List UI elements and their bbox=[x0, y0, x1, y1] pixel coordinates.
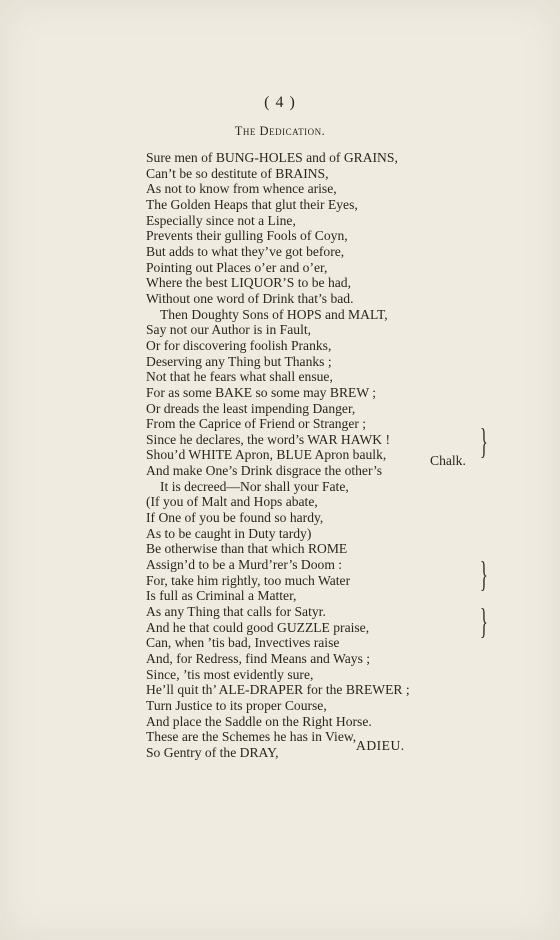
poem-line: And he that could good GUZZLE praise, bbox=[146, 619, 370, 635]
poem-line: Sure men of BUNG-HOLES and of GRAINS, bbox=[146, 150, 398, 165]
poem-line: Assign’d to be a Murd’rer’s Doom : bbox=[146, 557, 343, 573]
poem-line: Pointing out Places o’er and o’er, bbox=[146, 259, 328, 275]
poem-line: Especially since not a Line, bbox=[146, 212, 296, 228]
poem-line: Deserving any Thing but Thanks ; bbox=[146, 353, 332, 369]
poem-line: As to be caught in Duty tardy) bbox=[146, 525, 312, 541]
poem-line: These are the Schemes he has in View, bbox=[146, 729, 357, 745]
poem-line: Be otherwise than that which ROME bbox=[146, 541, 348, 557]
poem-line: Since he declares, the word’s WAR HAWK ! bbox=[146, 431, 391, 447]
right-brace-icon: } bbox=[480, 554, 488, 594]
poem-line: For as some BAKE so some may BREW ; bbox=[146, 384, 377, 400]
poem-line: As not to know from whence arise, bbox=[146, 181, 337, 197]
closing-adieu: ADIEU. bbox=[356, 738, 405, 753]
poem-line: Since, ’tis most evidently sure, bbox=[146, 666, 314, 682]
poem-line: He’ll quit th’ ALE-DRAPER for the BREWER ; bbox=[146, 682, 410, 698]
poem-line: Where the best LIQUOR’S to be had, bbox=[146, 275, 351, 291]
page-number: ( 4 ) bbox=[264, 94, 296, 111]
poem-line: Without one word of Drink that’s bad. bbox=[146, 290, 354, 306]
poem-line: Can’t be so destitute of BRAINS, bbox=[146, 165, 329, 181]
poem-line: Or dreads the least impending Danger, bbox=[146, 400, 356, 416]
poem-line: And make One’s Drink disgrace the other’s bbox=[146, 463, 383, 479]
poem-line: The Golden Heaps that glut their Eyes, bbox=[146, 196, 358, 212]
poem-line: But adds to what they’ve got before, bbox=[146, 243, 345, 259]
poem-line: Say not our Author is in Fault, bbox=[146, 322, 312, 338]
right-brace-icon: } bbox=[480, 601, 488, 641]
poem-line: If One of you be found so hardy, bbox=[146, 510, 324, 526]
poem-line: It is decreed—Nor shall your Fate, bbox=[160, 478, 349, 494]
chalk-word: Chalk. bbox=[430, 453, 466, 468]
poem-line: Not that he fears what shall ensue, bbox=[146, 369, 333, 385]
poem-line: (If you of Malt and Hops abate, bbox=[146, 494, 318, 510]
poem-line: For, take him rightly, too much Water bbox=[146, 572, 351, 588]
right-brace-icon: } bbox=[480, 421, 488, 461]
poem-line: And, for Redress, find Means and Ways ; bbox=[146, 651, 371, 666]
poem-line: And place the Saddle on the Right Horse. bbox=[146, 713, 372, 729]
poem-line: Shou’d WHITE Apron, BLUE Apron baulk, bbox=[146, 447, 387, 463]
page-title: The Dedication. bbox=[234, 124, 326, 138]
poem-line: From the Caprice of Friend or Stranger ; bbox=[146, 416, 367, 432]
poem-line: As any Thing that calls for Satyr. bbox=[146, 604, 326, 620]
poem-line: Then Doughty Sons of HOPS and MALT, bbox=[160, 306, 388, 322]
poem-line: So Gentry of the DRAY, bbox=[146, 744, 279, 760]
poem-line: Can, when ’tis bad, Invectives raise bbox=[146, 635, 340, 651]
poem-line: Or for discovering foolish Pranks, bbox=[146, 337, 332, 353]
poem-line: Is full as Criminal a Matter, bbox=[146, 588, 297, 604]
poem-line: Turn Justice to its proper Course, bbox=[146, 697, 327, 713]
poem-line: Prevents their gulling Fools of Coyn, bbox=[146, 228, 348, 244]
